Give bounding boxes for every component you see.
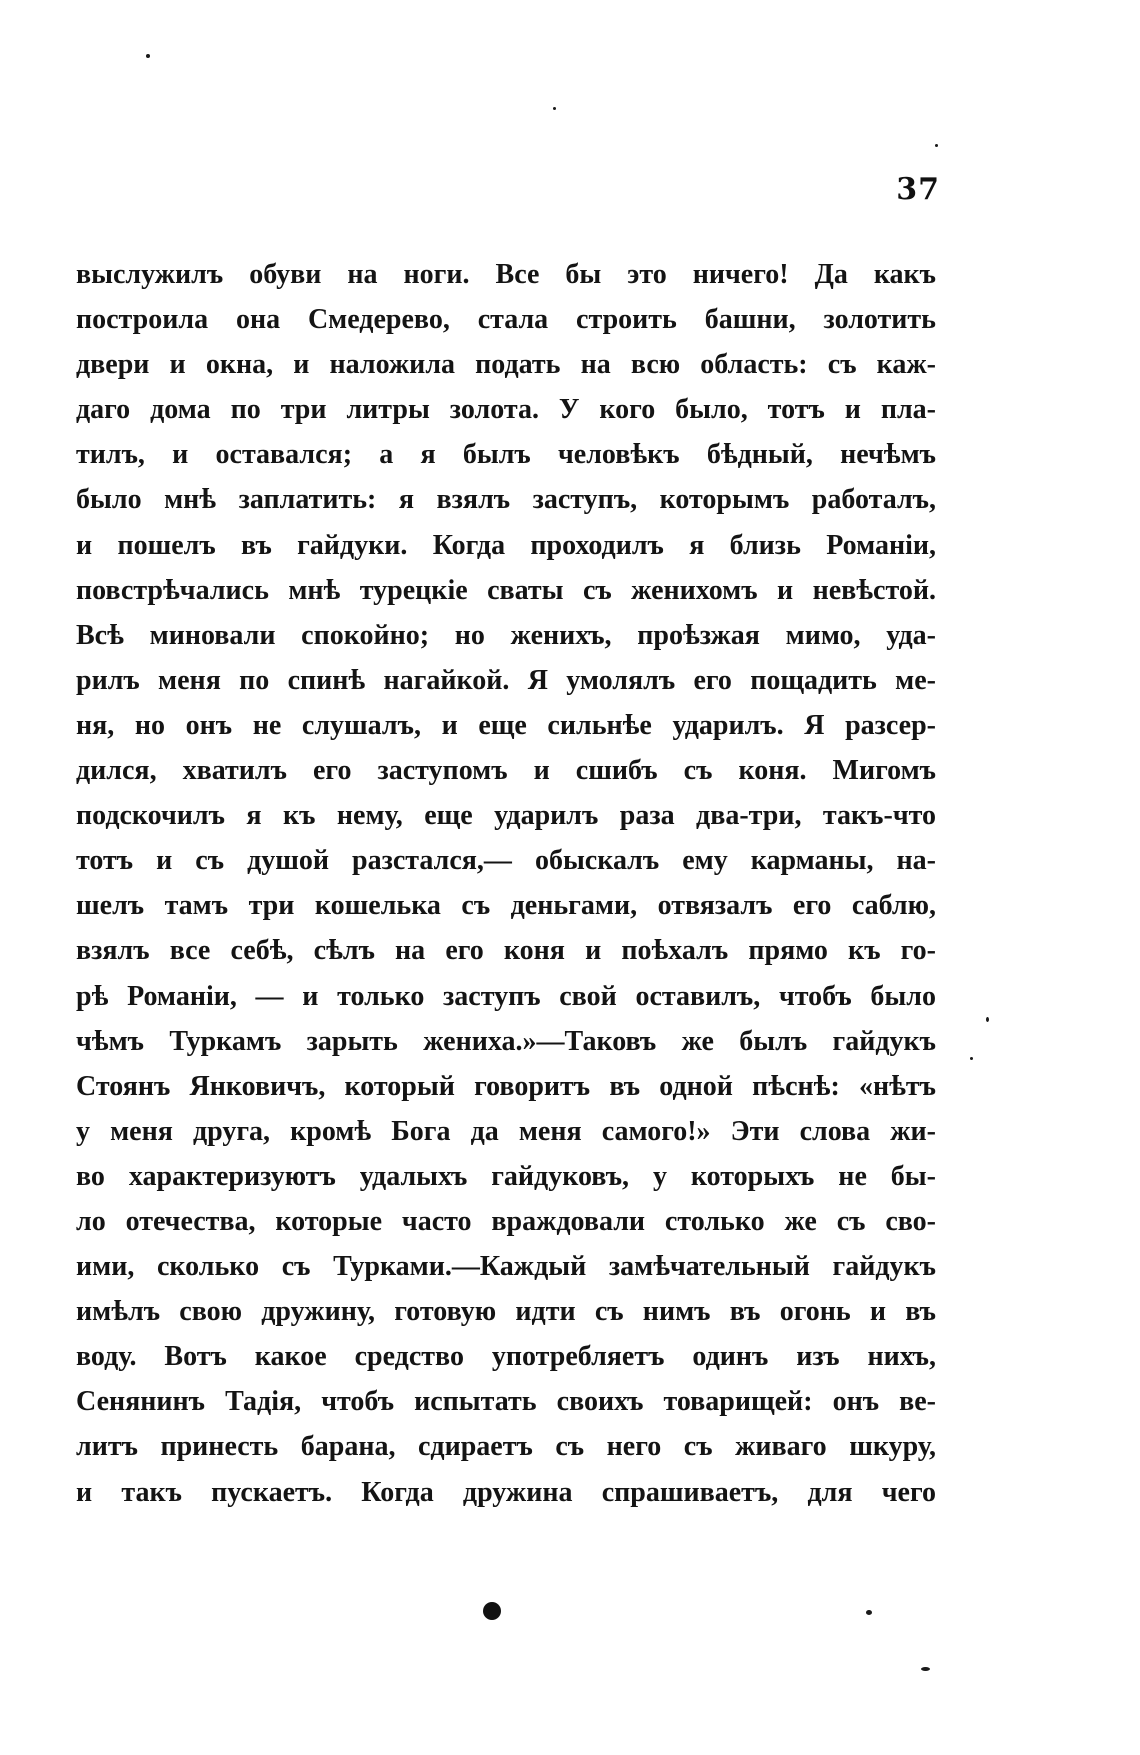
text-line: даго дома по три литры золота. У кого было, тотъ и пла-	[76, 394, 936, 426]
text-line: тотъ и съ душой разстался,— обыскалъ ему карманы, на-	[76, 845, 936, 877]
text-line: и такъ пускаетъ. Когда дружина спрашиваетъ, для чего	[76, 1476, 936, 1508]
text-line: выслужилъ обуви на ноги. Все бы это ничего! Да какъ	[76, 259, 936, 290]
text-line: имѣлъ свою дружину, готовую идти съ нимъ въ огонь и въ	[76, 1296, 936, 1328]
body-text	[76, 252, 936, 1515]
text-line: Всѣ миновали спокойно; но женихъ, проѣзжая мимо, уда-	[76, 619, 936, 651]
ink-speck	[146, 54, 150, 58]
text-line: построила она Смедерево, стала строить башни, золотить	[76, 304, 936, 336]
text-line: литъ принесть барана, сдираетъ съ него съ живаго шкуру,	[76, 1431, 936, 1463]
text-line: рилъ меня по спинѣ нагайкой. Я умолялъ его пощадить ме-	[76, 664, 936, 696]
ink-speck	[921, 1667, 930, 1671]
text-line: шелъ тамъ три кошелька съ деньгами, отвязалъ его саблю,	[76, 890, 936, 922]
text-line: во характеризуютъ удалыхъ гайдуковъ, у которыхъ не бы-	[76, 1160, 936, 1192]
text-line: ня, но онъ не слушалъ, и еще сильнѣе ударилъ. Я разсер-	[76, 709, 936, 741]
text-line: повстрѣчались мнѣ турецкіе сваты съ женихомъ и невѣстой.	[76, 574, 936, 606]
text-line: Сенянинъ Тадія, чтобъ испытать своихъ товарищей: онъ ве-	[76, 1386, 936, 1418]
text-line: Стоянъ Янковичъ, который говоритъ въ одной пѣснѣ: «нѣтъ	[76, 1070, 936, 1102]
signature-mark-dot	[483, 1602, 501, 1620]
ink-speck	[553, 107, 556, 110]
text-line: было мнѣ заплатить: я взялъ заступъ, которымъ работалъ,	[76, 484, 936, 516]
ink-speck	[970, 1057, 973, 1060]
text-line: взялъ все себѣ, сѣлъ на его коня и поѣхалъ прямо къ го-	[76, 935, 936, 967]
page-number: 37	[896, 172, 940, 207]
text-line: подскочилъ я къ нему, еще ударилъ раза два-три, такъ-что	[76, 800, 936, 832]
text-line: рѣ Романіи, — и только заступъ свой оставилъ, чтобъ было	[76, 980, 936, 1012]
text-line: воду. Вотъ какое средство употребляетъ одинъ изъ нихъ,	[76, 1341, 936, 1373]
text-line: тилъ, и оставался; а я былъ человѣкъ бѣдный, нечѣмъ	[76, 439, 936, 471]
text-line: ими, сколько съ Турками.—Каждый замѣчательный гайдукъ	[76, 1251, 936, 1283]
text-line: у меня друга, кромѣ Бога да меня самого!» Эти слова жи-	[76, 1115, 936, 1147]
text-line: чѣмъ Туркамъ зарыть жениха.»—Таковъ же былъ гайдукъ	[76, 1025, 936, 1057]
ink-speck	[986, 1017, 989, 1022]
text-line: двери и окна, и наложила подать на всю область: съ каж-	[76, 349, 936, 381]
ink-speck	[866, 1610, 872, 1615]
text-line: дился, хватилъ его заступомъ и сшибъ съ коня. Мигомъ	[76, 755, 936, 787]
text-line: и пошелъ въ гайдуки. Когда проходилъ я близь Романіи,	[76, 529, 936, 561]
ink-speck	[935, 144, 938, 147]
text-line: ло отечества, которые часто враждовали столько же съ сво-	[76, 1205, 936, 1237]
